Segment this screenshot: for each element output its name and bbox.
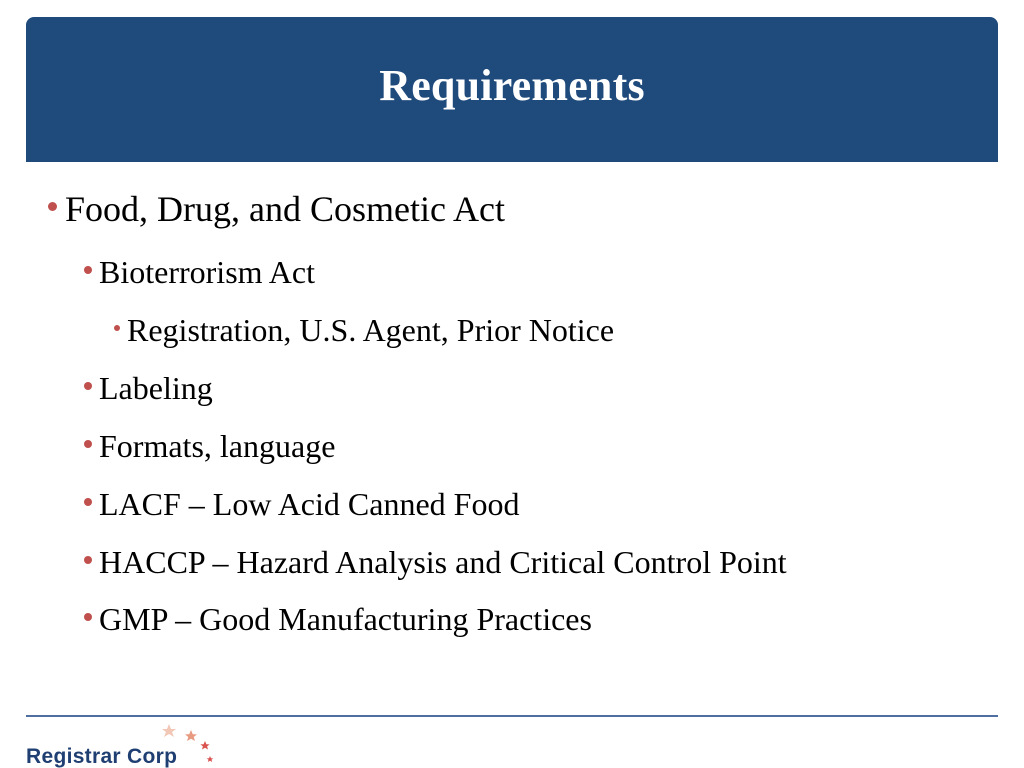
- bullet-dot-icon: [48, 202, 57, 211]
- bullet-text: Labeling: [99, 370, 213, 406]
- registrar-corp-logo: [24, 722, 224, 768]
- logo-wordmark: Registrar Corp: [26, 745, 178, 768]
- bullet-dot-icon: [114, 325, 120, 331]
- bullet-text: LACF – Low Acid Canned Food: [99, 486, 520, 522]
- bullet-dot-icon: [84, 498, 92, 506]
- bullet-text: GMP – Good Manufacturing Practices: [99, 601, 592, 637]
- bullet-text: HACCP – Hazard Analysis and Critical Control Point: [99, 544, 787, 580]
- bullet-text: Formats, language: [99, 428, 336, 464]
- bullet-dot-icon: [84, 382, 92, 390]
- bullet-dot-icon: [84, 556, 92, 564]
- bullet-item: [48, 188, 505, 230]
- bullet-text: Bioterrorism Act: [99, 254, 315, 290]
- bullet-item: [84, 370, 213, 407]
- bullet-item: [84, 428, 335, 465]
- bullet-item: [84, 601, 592, 638]
- bullet-text: Food, Drug, and Cosmetic Act: [65, 189, 505, 229]
- footer-divider: [26, 715, 998, 717]
- bullet-text: Registration, U.S. Agent, Prior Notice: [127, 312, 615, 348]
- bullet-dot-icon: [84, 266, 92, 274]
- bullet-item: [84, 254, 315, 291]
- bullet-item: [114, 312, 614, 349]
- bullet-dot-icon: [84, 613, 92, 621]
- bullet-item: [84, 544, 787, 581]
- slide-title: Requirements: [379, 61, 645, 110]
- bullet-item: [84, 486, 519, 523]
- title-bar: [26, 17, 998, 162]
- bullet-dot-icon: [84, 440, 92, 448]
